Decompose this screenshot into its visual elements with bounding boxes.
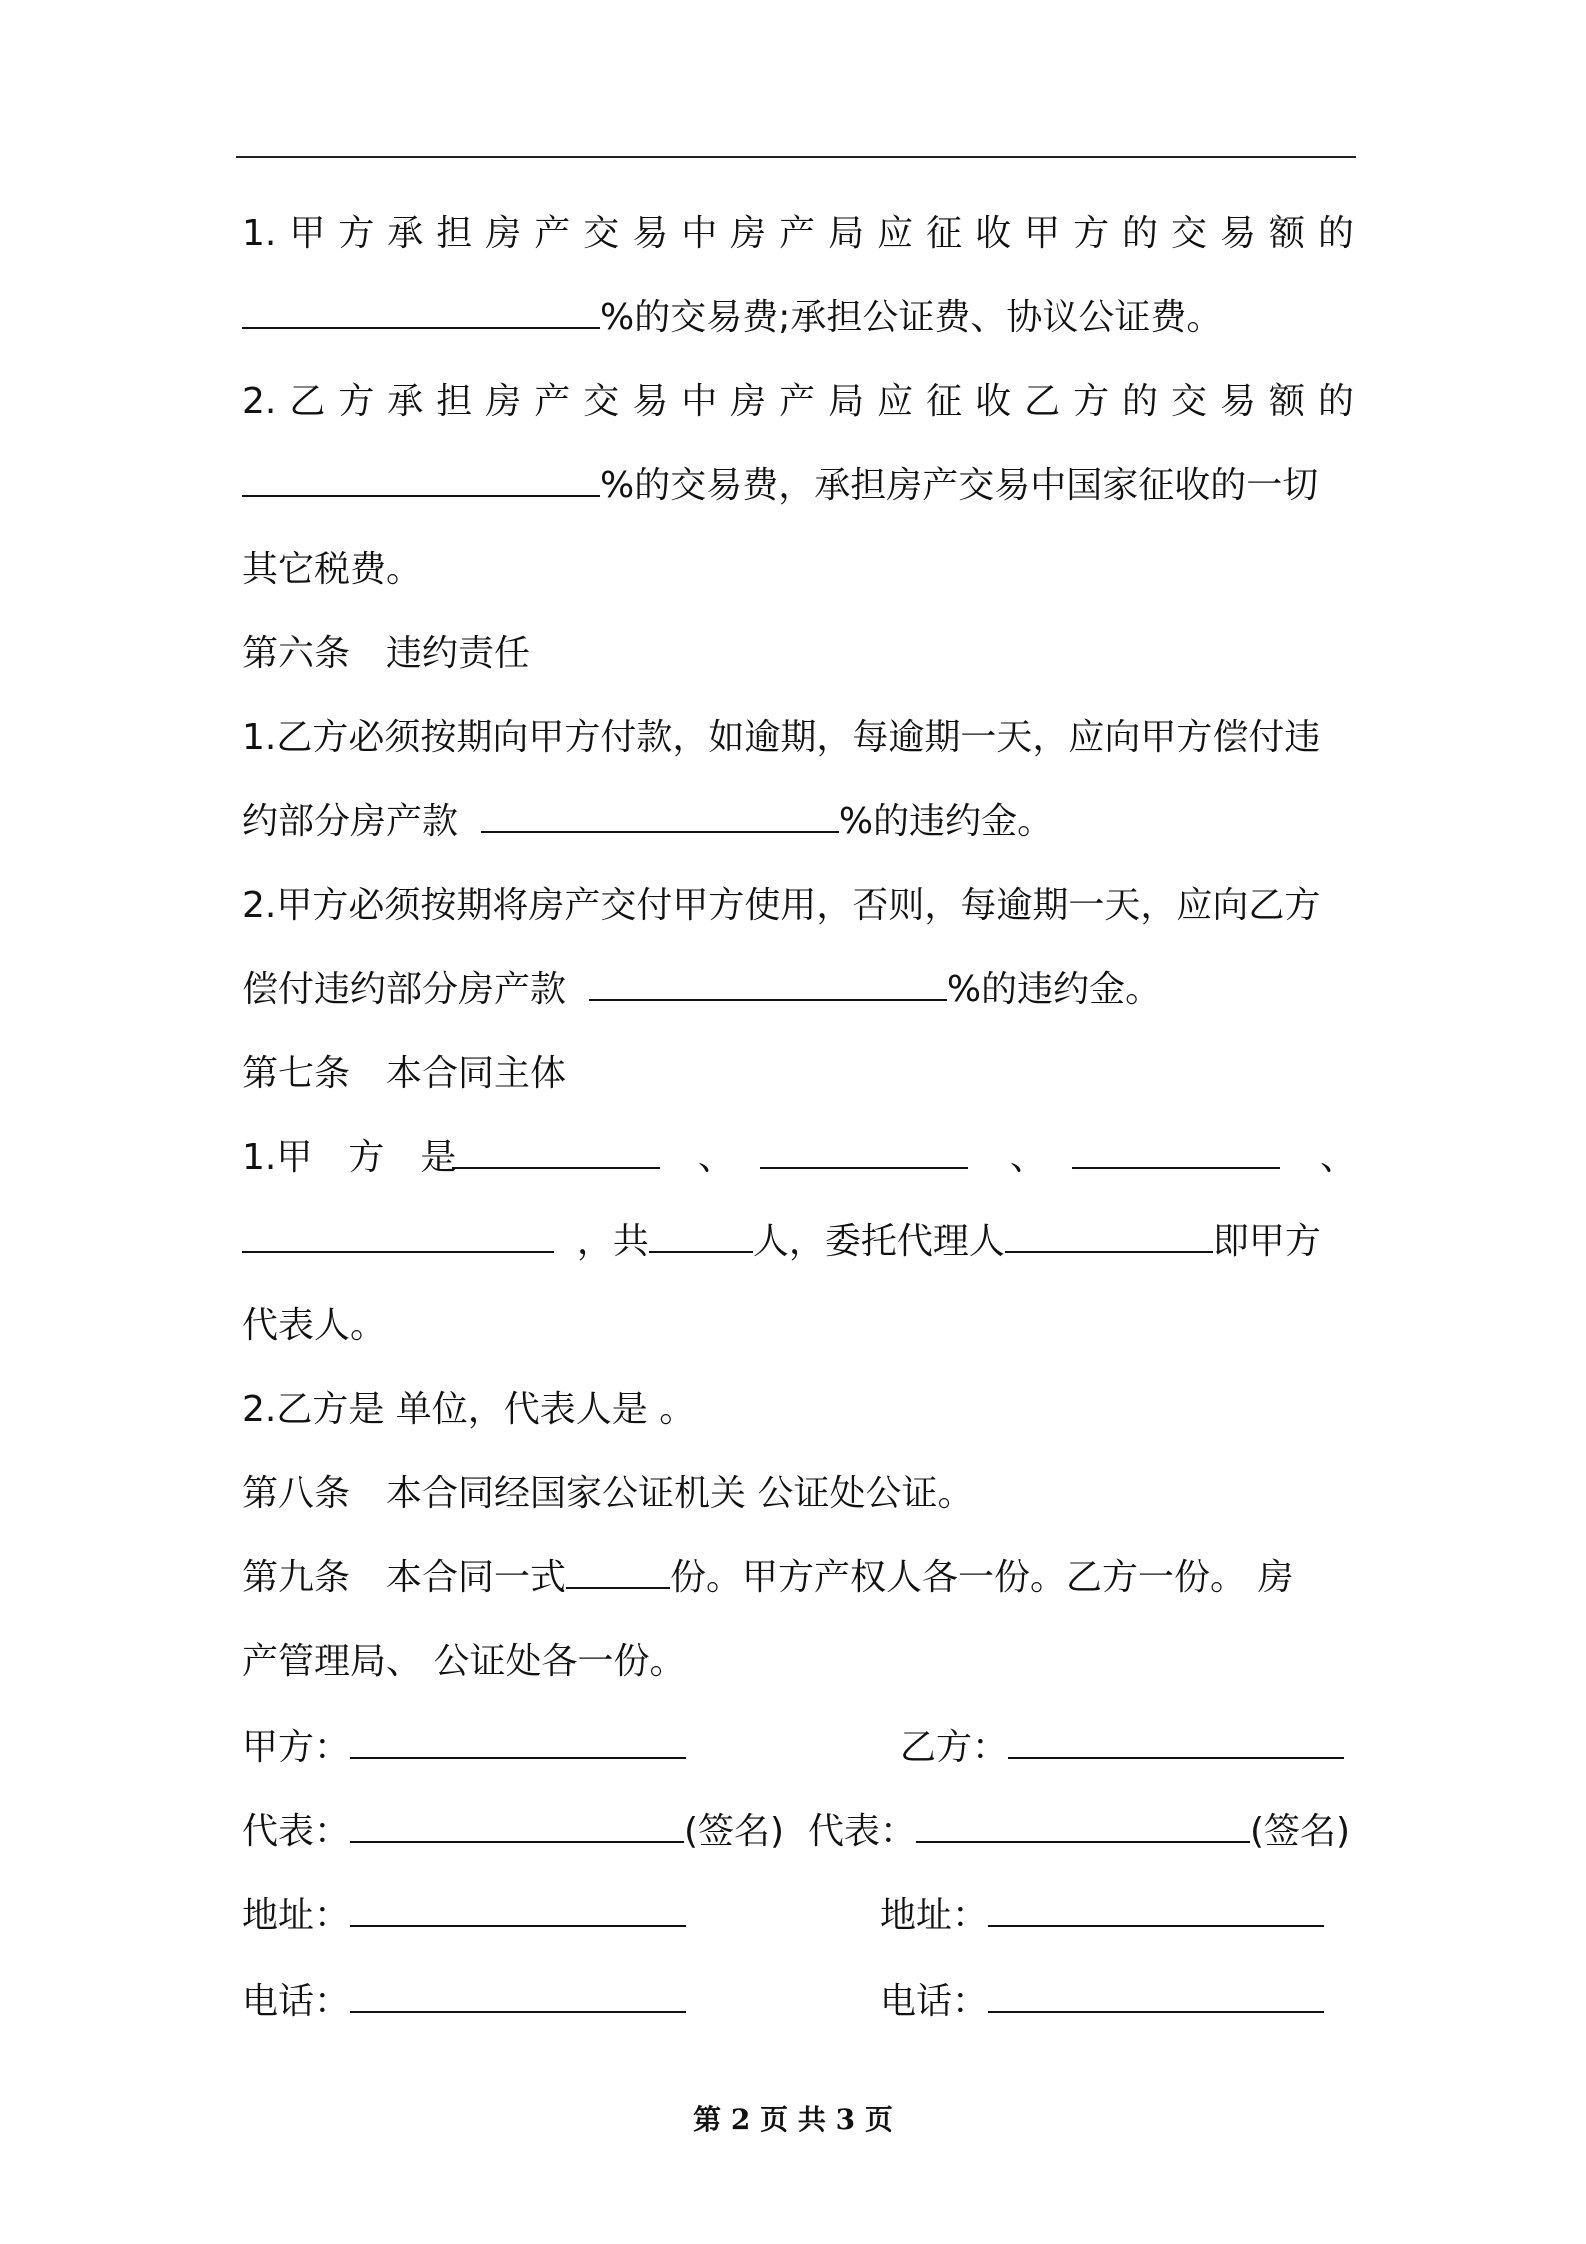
clause7-item1-line2: [242, 1218, 1354, 1266]
blank-field: [481, 801, 839, 833]
clause7-item2: 2.乙方是 单位，代表人是 。: [242, 1389, 696, 1430]
clause5-item1-line1: 1.甲方承担房产交易中房产局应征收甲方的交易额的: [242, 213, 1354, 254]
sign-note: (签名): [1250, 1811, 1351, 1852]
signature-row-party: [242, 1724, 1354, 1772]
phone-b-label: 电话：: [880, 1981, 989, 2022]
clause6-item1-prefix: 约部分房产款: [242, 801, 459, 842]
clause5-item2-line1: 2.乙方承担房产交易中房产局应征收乙方的交易额的: [242, 381, 1354, 422]
clause9-prefix: 第九条 本合同一式: [242, 1557, 567, 1598]
signature-row-address: [242, 1892, 1354, 1940]
clause7-item1-line1: [242, 1134, 1357, 1182]
blank-field: [350, 1727, 686, 1759]
clause9-line1: [242, 1554, 1354, 1602]
address-a-label: 地址：: [242, 1895, 351, 1936]
clause6-heading: 第六条 违约责任: [242, 633, 531, 674]
clause7-item1-person: 人，委托代理人: [752, 1221, 1005, 1262]
clause5-item1-line2: [242, 294, 1354, 342]
blank-field: [988, 1981, 1324, 2013]
blank-field: [916, 1811, 1250, 1843]
signature-row-phone: [242, 1978, 1354, 2026]
clause7-item1-suffix: 即甲方: [1212, 1221, 1321, 1262]
clause5-item2-line3: 其它税费。: [242, 549, 423, 590]
clause6-item2-prefix: 偿付违约部分房产款: [242, 969, 567, 1010]
clause6-item1-line1: 1.乙方必须按期向甲方付款，如逾期，每逾期一天，应向甲方偿付违: [242, 717, 1321, 758]
signature-row-rep: [242, 1808, 1354, 1856]
blank-field: [452, 1137, 660, 1169]
separator: 、: [1320, 1137, 1357, 1178]
rep-b-label: 代表：: [808, 1811, 917, 1852]
clause7-item1-mid: ，共: [576, 1221, 649, 1262]
party-a-label: 甲方：: [242, 1727, 351, 1768]
blank-field: [589, 969, 947, 1001]
blank-field: [350, 1981, 686, 2013]
clause7-heading: 第七条 本合同主体: [242, 1053, 567, 1094]
blank-field: [1072, 1137, 1280, 1169]
blank-field: [760, 1137, 968, 1169]
clause9-suffix: 份。甲方产权人各一份。乙方一份。 房: [670, 1557, 1294, 1598]
clause6-item1-suffix: %的违约金。: [838, 801, 1054, 842]
clause8: 第八条 本合同经国家公证机关 公证处公证。: [242, 1473, 974, 1514]
blank-field: [242, 465, 600, 497]
clause7-item1-line3: 代表人。: [242, 1305, 387, 1346]
header-rule: [236, 156, 1356, 158]
blank-field: [566, 1557, 670, 1589]
blank-field: [649, 1221, 753, 1253]
blank-field: [242, 297, 600, 329]
clause5-item2-line2: [242, 462, 1354, 510]
rep-a-label: 代表：: [242, 1811, 351, 1852]
sign-note: (签名): [684, 1811, 785, 1852]
party-b-label: 乙方：: [900, 1727, 1009, 1768]
blank-field: [1008, 1727, 1344, 1759]
blank-field: [350, 1811, 684, 1843]
clause5-item2-text: %的交易费，承担房产交易中国家征收的一切: [600, 465, 1319, 506]
separator: 、: [698, 1137, 735, 1178]
clause6-item2-line2: [242, 966, 1354, 1014]
blank-field: [242, 1221, 554, 1253]
clause6-item2-line1: 2.甲方必须按期将房产交付甲方使用，否则，每逾期一天，应向乙方: [242, 885, 1321, 926]
clause5-item1-text: %的交易费;承担公证费、协议公证费。: [600, 297, 1223, 338]
separator: 、: [1010, 1137, 1047, 1178]
phone-a-label: 电话：: [242, 1981, 351, 2022]
blank-field: [1005, 1221, 1213, 1253]
clause9-line2: 产管理局、 公证处各一份。: [242, 1641, 686, 1682]
clause6-item1-line2: [242, 798, 1354, 846]
page-footer: 第 2 页 共 3 页: [693, 2103, 893, 2136]
clause7-item1-prefix: 1.甲 方 是: [242, 1137, 457, 1178]
address-b-label: 地址：: [880, 1895, 989, 1936]
blank-field: [350, 1895, 686, 1927]
clause6-item2-suffix: %的违约金。: [946, 969, 1162, 1010]
blank-field: [988, 1895, 1324, 1927]
